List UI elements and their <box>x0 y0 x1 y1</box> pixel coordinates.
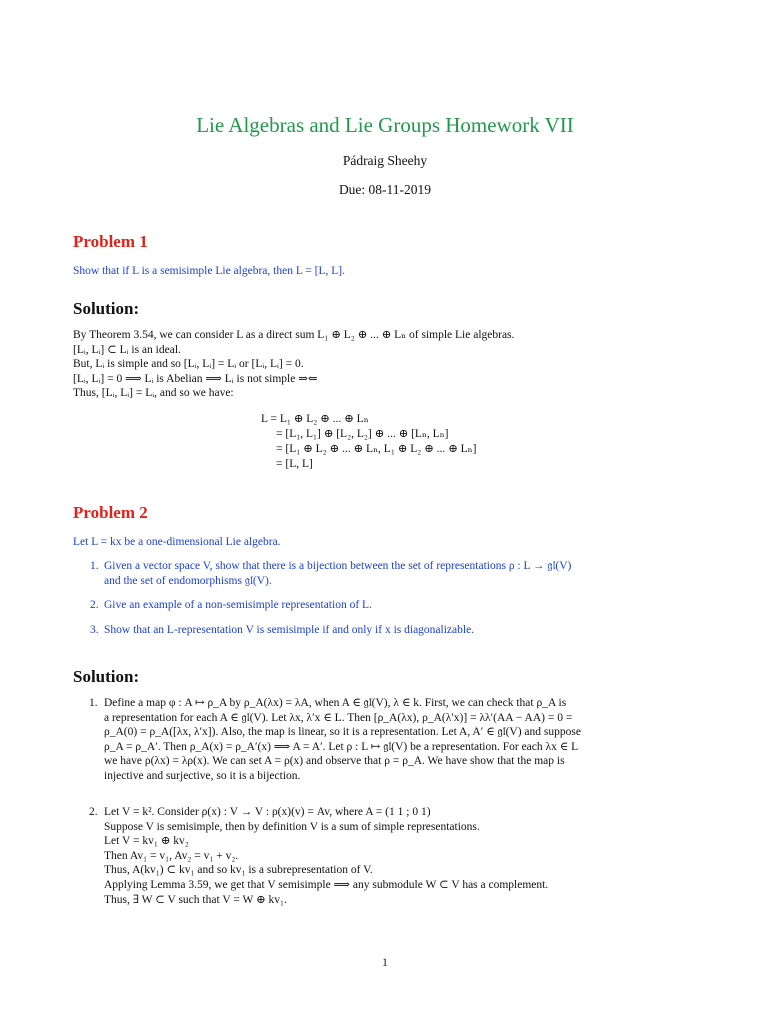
document-title: Lie Algebras and Lie Groups Homework VII <box>196 113 574 137</box>
author-name: Pádraig Sheehy <box>342 153 428 168</box>
solution-item <box>73 696 697 784</box>
equation-row: = [L₁ ⊕ L₂ ⊕ ... ⊕ Lₙ, L₁ ⊕ L₂ ⊕ ... ⊕ Lₙ] <box>276 443 477 455</box>
task-line: Show that an L-representation V is semisimple if and only if x is diagonalizable. <box>104 623 475 636</box>
problem-2-intro <box>73 535 697 550</box>
problem-1-heading: Problem 1 <box>73 232 148 251</box>
solution-line: a representation for each A ∈ 𝔤𝔩(V). Let λx, λ′x ∈ L. Then [ρ_A(λx), ρ_A(λ′x)] = λλ′(AA − AA) = 0 = <box>104 711 573 724</box>
due-date: Due: 08-11-2019 <box>338 182 432 197</box>
solution-line: Let V = kv₁ ⊕ kv₂ <box>104 835 189 848</box>
solution-line: [Lᵢ, Lᵢ] ⊂ Lᵢ is an ideal. <box>73 343 181 356</box>
solution-line: injective and surjective, so it is a bijection. <box>104 769 301 782</box>
equation-row: = [L, L] <box>276 458 313 470</box>
solution-line: Let V = k². Consider ρ(x) : V → V : ρ(x)(v) = Av, where A = (1 1 ; 0 1) <box>104 806 431 818</box>
problem-1-statement <box>73 264 697 279</box>
problem-1-solution-text <box>73 328 697 401</box>
task-line: Give an example of a non-semisimple representation of L. <box>104 599 372 612</box>
problem-2-intro-text: Let L = kx be a one-dimensional Lie algebra. <box>73 536 281 548</box>
solution-line: ρ_A(0) = ρ_A([λx, λ′x]). Also, the map is linear, so it is a representation. Let A, A′ ∈ 𝔤𝔩(V) and suppose <box>104 726 581 739</box>
task-item <box>73 559 697 588</box>
problem-2-heading: Problem 2 <box>73 503 148 522</box>
problem-2-task-list <box>73 559 697 647</box>
solution-line: ρ_A = ρ_A′. Then ρ_A(x) = ρ_A′(x) ⟹ A = A′. Let ρ : L ↦ 𝔤𝔩(V) be a representation. For each λx ∈ L <box>104 740 579 753</box>
solution-line: [Lᵢ, Lᵢ] = 0 ⟹ Lᵢ is Abelian ⟹ Lᵢ is not simple ⇒⇐ <box>73 372 318 385</box>
solution-line: But, Lᵢ is simple and so [Lᵢ, Lᵢ] = Lᵢ or [Lᵢ, Lᵢ] = 0. <box>73 358 304 371</box>
problem-2-solution-list <box>73 696 697 784</box>
solution-line: Thus, ∃ W ⊂ V such that V = W ⊕ kv₁. <box>104 893 287 906</box>
problem-2-solution-list-2 <box>73 805 697 907</box>
solution-line: Applying Lemma 3.59, we get that V semisimple ⟹ any submodule W ⊂ V has a complement. <box>104 878 549 891</box>
task-number: 3. <box>90 623 99 636</box>
equation-row: = [L₁, L₁] ⊕ [L₂, L₂] ⊕ ... ⊕ [Lₙ, Lₙ] <box>276 428 449 440</box>
task-item <box>73 598 697 613</box>
task-line: and the set of endomorphisms 𝔤𝔩(V). <box>104 574 272 587</box>
solution-number: 1. <box>89 697 98 709</box>
solution-line: By Theorem 3.54, we can consider L as a direct sum L₁ ⊕ L₂ ⊕ ... ⊕ Lₙ of simple Lie algebras. <box>73 329 515 341</box>
solution-line: Thus, A(kv₁) ⊂ kv₁ and so kv₁ is a subrepresentation of V. <box>104 864 373 877</box>
problem-2-solution-heading: Solution: <box>73 667 140 686</box>
display-equation <box>261 412 476 472</box>
problem-1-statement-text: Show that if L is a semisimple Lie algebra, then L = [L, L]. <box>73 265 345 277</box>
solution-line: Define a map φ : A ↦ ρ_A by ρ_A(λx) = λA, when A ∈ 𝔤𝔩(V), λ ∈ k. First, we can check that ρ_A is <box>104 697 567 709</box>
solution-line: Then Av₁ = v₁, Av₂ = v₁ + v₂. <box>104 849 239 862</box>
solution-line: we have ρ(λx) = λρ(x). We can set A = ρ(x) and observe that ρ = ρ_A. We have show that the map is <box>104 755 565 768</box>
solution-number: 2. <box>89 806 98 818</box>
solution-line: Thus, [Lᵢ, Lᵢ] = Lᵢ, and so we have: <box>73 387 234 400</box>
page-number: 1 <box>382 957 388 969</box>
task-number: 2. <box>90 599 99 612</box>
task-line: Given a vector space V, show that there is a bijection between the set of representations ρ : L → 𝔤𝔩(V) <box>104 560 572 572</box>
solution-line: Suppose V is semisimple, then by definition V is a sum of simple representations. <box>104 820 480 833</box>
solution-item <box>73 805 697 907</box>
problem-1-solution-heading: Solution: <box>73 299 140 318</box>
task-item <box>73 623 697 638</box>
equation-row: L = L₁ ⊕ L₂ ⊕ ... ⊕ Lₙ <box>261 413 369 425</box>
task-number: 1. <box>90 560 99 572</box>
